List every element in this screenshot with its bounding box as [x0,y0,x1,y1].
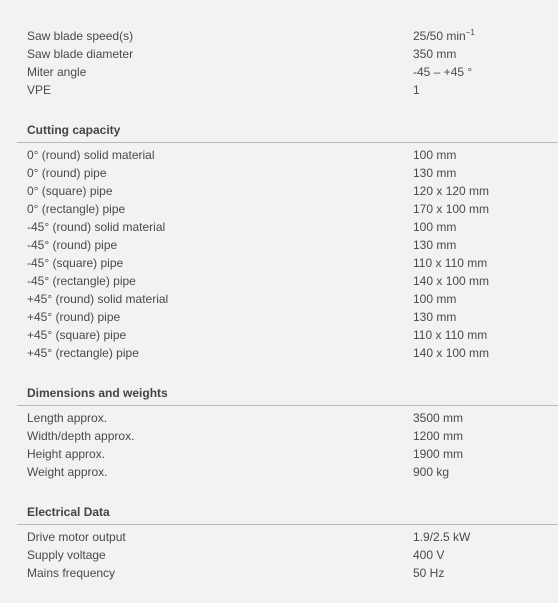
spec-value: 140 x 100 mm [413,274,490,288]
spec-row [0,528,558,546]
spec-row [0,463,558,481]
spec-value: 100 mm [413,220,457,234]
spec-label: Weight approx. [27,465,108,479]
spec-value: 1.9/2.5 kW [413,530,471,544]
spec-label: +45° (square) pipe [27,328,127,342]
spec-value-exponent: −1 [465,28,475,37]
spec-label: 0° (round) pipe [27,166,107,180]
spec-row [0,326,558,344]
dimensions-section [0,382,558,481]
spec-value: 130 mm [413,238,457,252]
spec-row [0,445,558,463]
spec-row [0,272,558,290]
spec-row [0,254,558,272]
spec-value: 350 mm [413,47,457,61]
spec-label: Supply voltage [27,548,106,562]
general-specs [0,27,558,99]
spec-row [0,218,558,236]
section-title: Electrical Data [27,505,110,519]
spec-label: +45° (round) solid material [27,292,169,306]
section-header [17,119,558,143]
spec-label: -45° (round) pipe [27,238,118,252]
spec-value: 3500 mm [413,411,464,425]
spec-value: 900 kg [413,465,450,479]
spec-row [0,427,558,445]
spec-row-vpe [0,81,558,99]
spec-row [0,200,558,218]
electrical-section [0,501,558,582]
spec-row [0,546,558,564]
section-title: Dimensions and weights [27,386,168,400]
spec-row [0,344,558,362]
spec-row-miter-angle [0,63,558,81]
spec-row [0,182,558,200]
spec-label: Mains frequency [27,566,116,580]
spec-value: 1900 mm [413,447,464,461]
spec-label: Length approx. [27,411,108,425]
spec-row-saw-blade-diameter [0,45,558,63]
spec-label: 0° (square) pipe [27,184,113,198]
spec-value: 110 x 110 mm [413,328,488,342]
section-header [17,501,558,525]
spec-label: Saw blade diameter [27,47,134,61]
spec-label: Width/depth approx. [27,429,135,443]
spec-row-saw-blade-speed [0,27,558,45]
spec-row [0,146,558,164]
spec-value: 120 x 120 mm [413,184,490,198]
spec-label: -45° (round) solid material [27,220,166,234]
spec-value: 50 Hz [413,566,445,580]
section-header [17,382,558,406]
spec-label: +45° (round) pipe [27,310,121,324]
spec-label: Saw blade speed(s) [27,29,134,43]
spec-row [0,564,558,582]
spec-value: 1 [413,83,420,97]
spec-label: 0° (round) solid material [27,148,155,162]
spec-row [0,308,558,326]
spec-value: 25/50 $\min^{-1}$ [413,28,475,43]
spec-label: -45° (rectangle) pipe [27,274,136,288]
section-title: Cutting capacity [27,123,121,137]
spec-value: 1200 mm [413,429,464,443]
spec-value: 400 V [413,548,445,562]
cutting-capacity-section [0,119,558,362]
spec-value: 100 mm [413,148,457,162]
spec-label: Miter angle [27,65,87,79]
spec-row [0,409,558,427]
spec-label: Drive motor output [27,530,126,544]
spec-value: -45 – +45 ° [413,65,473,79]
spec-row [0,236,558,254]
spec-row [0,290,558,308]
spec-value: 130 mm [413,166,457,180]
spec-label: VPE [27,83,52,97]
spec-value: 140 x 100 mm [413,346,490,360]
spec-value: 100 mm [413,292,457,306]
spec-label: Height approx. [27,447,106,461]
spec-label: +45° (rectangle) pipe [27,346,139,360]
spec-value: 170 x 100 mm [413,202,490,216]
spec-value: 130 mm [413,310,457,324]
spec-row [0,164,558,182]
spec-label: -45° (square) pipe [27,256,124,270]
spec-label: 0° (rectangle) pipe [27,202,126,216]
spec-value: 110 x 110 mm [413,256,488,270]
